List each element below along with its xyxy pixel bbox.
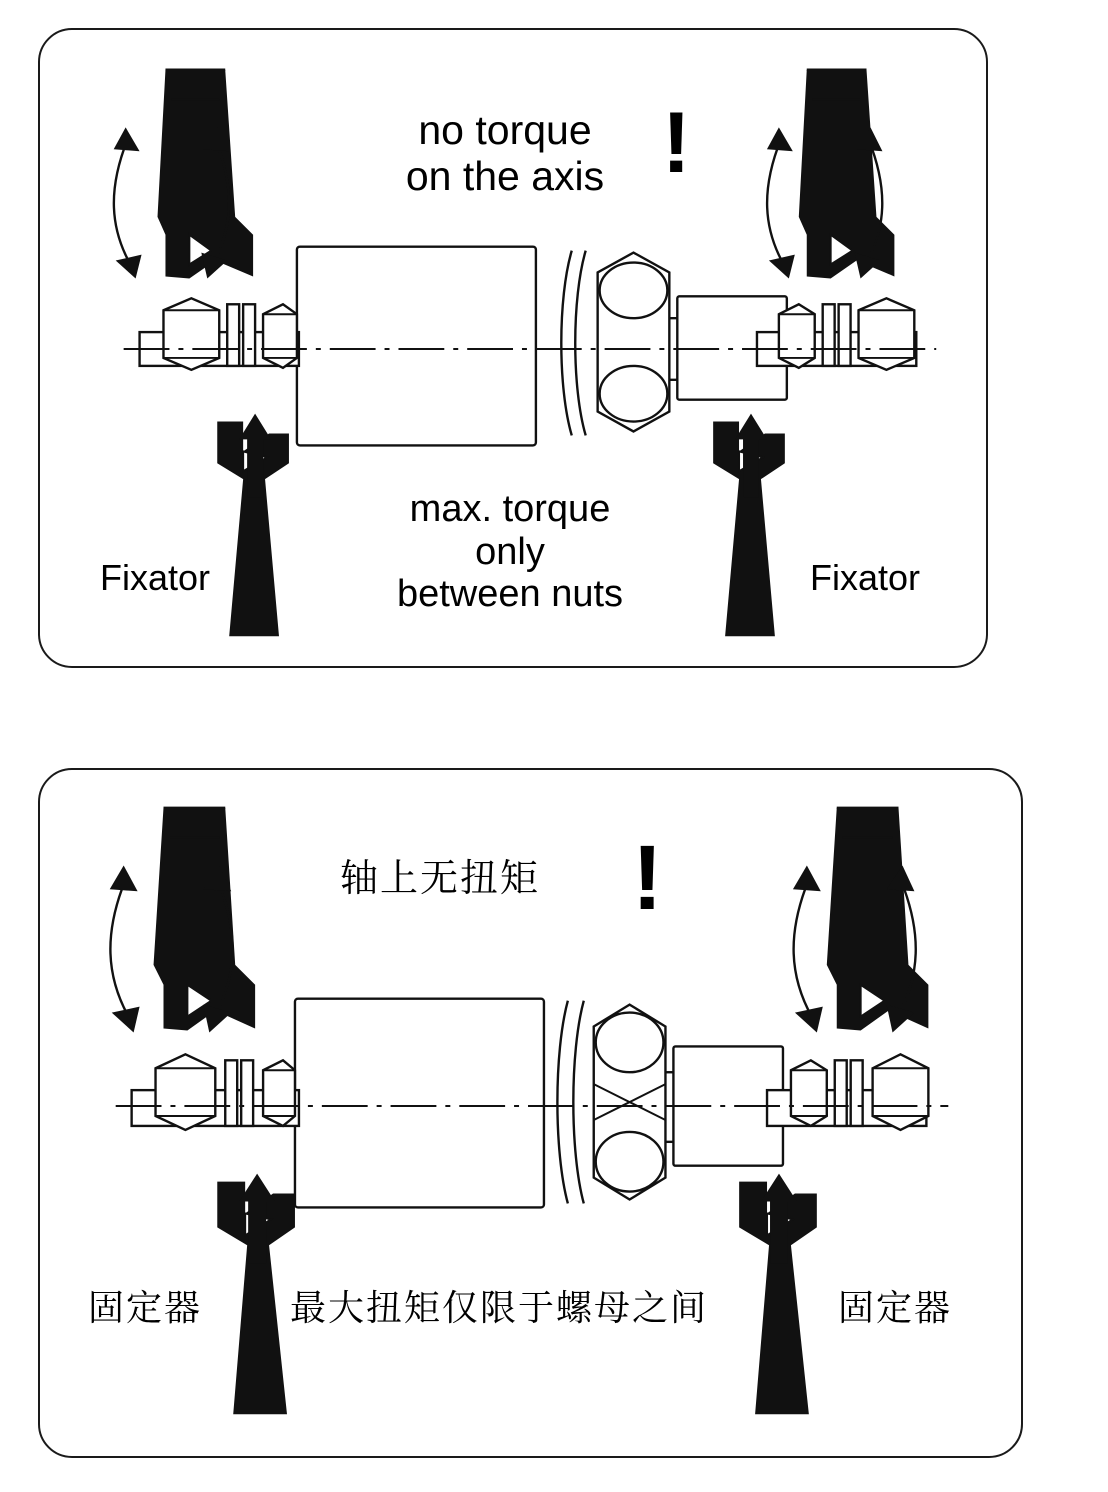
torque-note-english	[340, 488, 680, 616]
torque-note-chinese: 最大扭矩仅限于螺母之间	[290, 1287, 709, 1328]
fixator-label-right-chinese: 固定器	[838, 1287, 953, 1328]
fixator-label-left-chinese: 固定器	[88, 1287, 203, 1328]
fixator-label-left-english: Fixator	[100, 557, 211, 598]
fixator-label-right-english: Fixator	[810, 557, 921, 598]
torque-note-line2: only	[475, 530, 545, 573]
exclamation-mark-chinese: !	[632, 827, 663, 929]
exclamation-mark-english: !	[662, 95, 691, 191]
warning-title-chinese: 轴上无扭矩	[340, 858, 541, 900]
torque-note-line1: max. torque	[409, 488, 611, 530]
diagram-panel-english	[38, 28, 988, 668]
warning-title-english	[340, 108, 670, 200]
torque-note-line3: between nuts	[396, 573, 624, 616]
warning-title-line1: no torque	[418, 107, 592, 153]
sensor-assembly	[116, 999, 949, 1208]
warning-title-line2: on the axis	[405, 152, 605, 199]
wrench-top-left	[158, 70, 254, 279]
wrench-top-left	[154, 808, 256, 1031]
